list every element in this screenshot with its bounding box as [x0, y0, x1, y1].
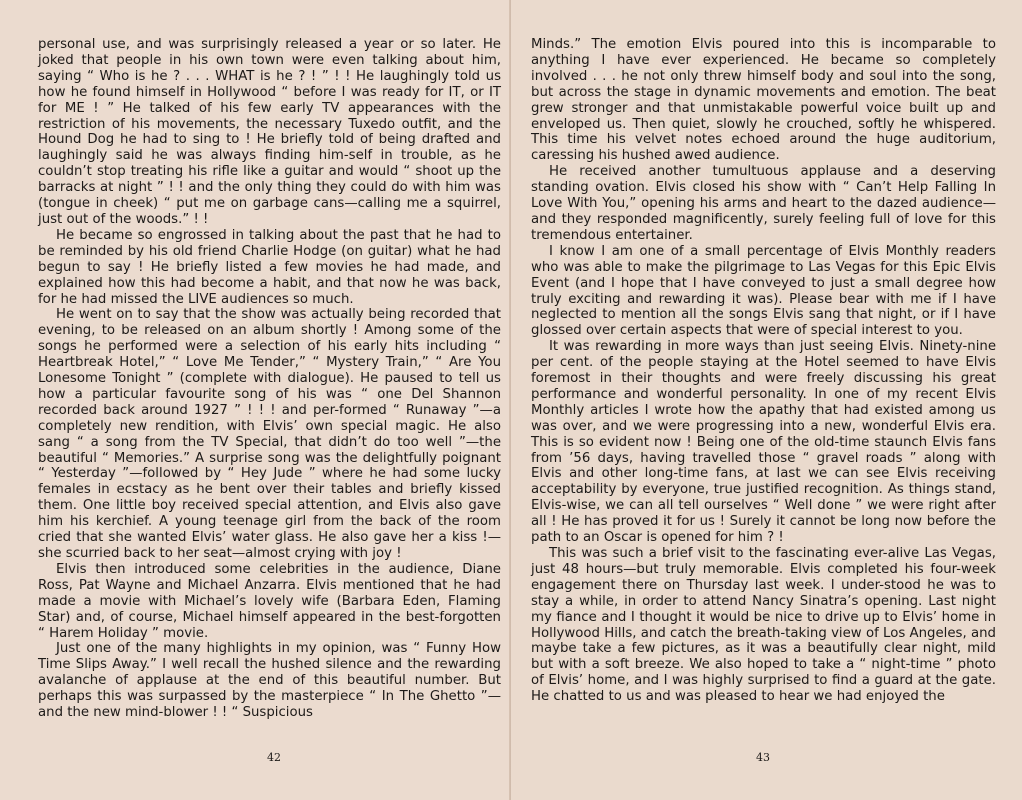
left-paragraph-2: He became so engrossed in talking about the past that he had to be reminded by his old friend Charlie Hodge (on guitar) what he had begun to say ! He briefly listed a few movies he had made, and explained how this had become a habit, and that now he was back, for he had missed the LIVE audiences so much.	[38, 227, 501, 307]
right-paragraph-3: I know I am one of a small percentage of Elvis Monthly readers who was able to make the pilgrimage to Las Vegas for this Epic Elvis Event (and I hope that I have conveyed to just a small degree how truly exciting and rewarding it was). Please bear with me if I have neglected to mention all the songs Elvis sang that night, or if I have glossed over certain aspects that were of special interest to you.	[531, 243, 996, 339]
right-paragraph-5: This was such a brief visit to the fascinating ever-alive Las Vegas, just 48 hours—but truly memorable. Elvis completed his four-week engagement there on Thursday last week. I under-stood he was to stay a while, in order to attend Nancy Sinatra’s opening. Last night my fiance and I thought it would be nice to drive up to Elvis’ home in Hollywood Hills, and catch the breath-taking view of Los Angeles, and maybe take a few pictures, as it was a beautifully clear night, mild but with a soft breeze. We also hoped to take a “ night-time ” photo of Elvis’ home, and I was highly surprised to find a guard at the gate. He chatted to us and was pleased to hear we had enjoyed the	[531, 546, 996, 705]
page-number-left: 42	[267, 751, 281, 764]
left-paragraph-3: He went on to say that the show was actually being recorded that evening, to be released on an album shortly ! Among some of the songs he performed were a selection of his early hits including “ Heartbreak Hotel,” “ Love Me Tender,” “ Mystery Train,” “ Are You Lonesome Tonight ” (complete with dialogue). He paused to tell us how a particular favourite song of his was “ one Del Shannon recorded back around 1927 ” ! ! ! and per-formed “ Runaway ”—a completely new rendition, with Elvis’ own special magic. He also sang “ a song from the TV Special, that didn’t do too well ”—the beautiful “ Memories.” A surprise song was the delightfully poignant “ Yesterday ”—followed by “ Hey Jude ” where he had some lucky females in ecstacy as he bent over their tables and briefly kissed them. One little boy received special attention, and Elvis also gave him his kerchief. A young teenage girl from the back of the room cried that she wanted Elvis’ water glass. He also gave her a kiss !—she scurried back to her seat—almost crying with joy !	[38, 307, 501, 561]
right-paragraph-4: It was rewarding in more ways than just seeing Elvis. Ninety-nine per cent. of the people staying at the Hotel seemed to have Elvis foremost in their thoughts and were freely discussing his great performance and wonderful personality. In one of my recent Elvis Monthly articles I wrote how the apathy that had existed among us was over, and we were progressing into a new, wonderful Elvis era. This is so evident now ! Being one of the old-time staunch Elvis fans from ’56 days, having travelled those “ gravel roads ” along with Elvis and other long-time fans, at last we can see Elvis receiving acceptability by everyone, true justified recognition. As things stand, Elvis-wise, we can all tell ourselves “ Well done ” we were right after all ! He has proved it for us ! Surely it cannot be long now before the path to an Oscar is opened for him ? !	[531, 339, 996, 546]
page-number-right: 43	[756, 751, 770, 764]
right-paragraph-1: Minds.” The emotion Elvis poured into this is incomparable to anything I have ever experienced. He became so completely involved . . . he not only threw himself body and soul into the song, but across the stage in dynamic movements and emotion. The beat grew stronger and that unmistakable powerful voice built up and enveloped us. Then quiet, slowly he crouched, softly he whispered. This time his velvet notes echoed around the huge auditorium, caressing his hushed awed audience.	[531, 37, 996, 164]
left-paragraph-5: Just one of the many highlights in my opinion, was “ Funny How Time Slips Away.” I well recall the hushed silence and the rewarding avalanche of applause at the end of this beautiful number. But perhaps this was surpassed by the masterpiece “ In The Ghetto ”—and the new mind-blower ! ! “ Suspicious	[38, 641, 501, 721]
left-paragraph-1: personal use, and was surprisingly released a year or so later. He joked that people in his own town were even talking about him, saying “ Who is he ? . . . WHAT is he ? ! ” ! ! He laughingly told us how he found himself in Hollywood “ before I was ready for IT, or IT for ME ! ” He talked of his few early TV appearances with the restriction of his movements, the necessary Tuxedo outfit, and the Hound Dog he had to sing to ! He briefly told of being drafted and laughingly said he was always finding him-self in trouble, as he couldn’t stop treating his rifle like a guitar and would “ shoot up the barracks at night ” ! ! and the only thing they could do with him was (tongue in cheek) “ put me on garbage cans—calling me a squirrel, just out of the woods.” ! !	[38, 37, 501, 227]
right-page	[511, 0, 1022, 800]
left-paragraph-4: Elvis then introduced some celebrities in the audience, Diane Ross, Pat Wayne and Michael Anzarra. Elvis mentioned that he had made a movie with Michael’s lovely wife (Barbara Eden, Flaming Star) and, of course, Michael himself appeared in the best-forgotten “ Harem Holiday ” movie.	[38, 561, 501, 641]
right-paragraph-2: He received another tumultuous applause and a deserving standing ovation. Elvis closed his show with “ Can’t Help Falling In Love With You,” opening his arms and heart to the dazed audience—and they responded magnificently, surely feeling full of love for this tremendous entertainer.	[531, 164, 996, 243]
